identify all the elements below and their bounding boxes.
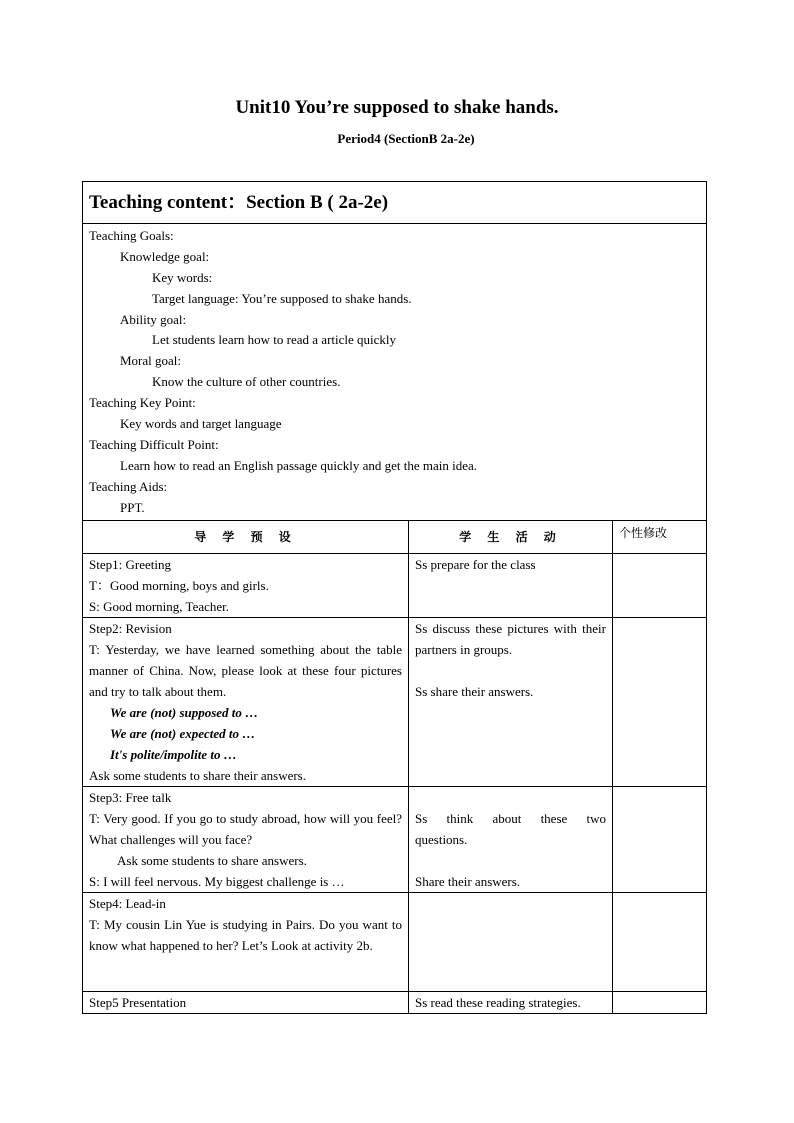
step2-guide-cell — [83, 618, 409, 787]
step3-title: Step3: Free talk — [89, 790, 172, 806]
step5-personal-cell — [613, 992, 707, 1014]
step1-guide-cell — [83, 554, 409, 618]
step5-title: Step5 Presentation — [89, 995, 187, 1011]
step2-title: Step2: Revision — [89, 621, 172, 637]
step3-ask-line: Ask some students to share answers. — [117, 853, 307, 869]
difficult-point-heading: Teaching Difficult Point: — [89, 436, 219, 452]
step2-teacher-text: T: Yesterday, we have learned something about the table manner of China. Now, please look at these four pictures and try to talk about them. — [89, 642, 402, 700]
step1-teacher-line: T：Good morning, boys and girls. — [89, 578, 269, 594]
step3-student-line: S: I will feel nervous. My biggest challenge is … — [89, 874, 345, 890]
step3-teacher-text: T: Very good. If you go to study abroad, how will you feel? What challenges will you face? — [89, 811, 402, 848]
step2-student-cell — [409, 618, 613, 787]
target-language-line: Target language: You’re supposed to shake hands. — [152, 290, 412, 306]
step3-row — [83, 787, 707, 893]
step4-row — [83, 893, 707, 992]
step1-student-cell — [409, 554, 613, 618]
ability-goal-heading: Ability goal: — [120, 311, 187, 327]
step2-pattern-supposed: We are (not) supposed to … — [110, 705, 259, 721]
step3-personal-cell — [613, 787, 707, 893]
step2-pattern-expected: We are (not) expected to … — [110, 726, 256, 742]
step5-student-cell — [409, 992, 613, 1014]
step2-row — [83, 618, 707, 787]
step5-student-activity: Ss read these reading strategies. — [415, 995, 581, 1011]
step3-student-cell — [409, 787, 613, 893]
step3-guide-cell — [83, 787, 409, 893]
step4-guide-cell — [83, 893, 409, 992]
step1-title: Step1: Greeting — [89, 557, 171, 573]
step4-teacher-text: T: My cousin Lin Yue is studying in Pairs. Do you want to know what happened to her? Let’s Look at activity 2b. — [89, 917, 402, 954]
key-point-text: Key words and target language — [120, 416, 282, 432]
lesson-plan-table — [82, 181, 707, 1014]
step1-student-line: S: Good morning, Teacher. — [89, 599, 230, 615]
teaching-goals-section — [83, 224, 707, 521]
step1-personal-cell — [613, 554, 707, 618]
step4-student-cell — [409, 893, 613, 992]
step5-guide-cell — [83, 992, 409, 1014]
step4-title: Step4: Lead-in — [89, 896, 166, 912]
moral-goal-heading: Moral goal: — [120, 353, 182, 369]
column-header-personal: 个性修改 — [613, 521, 707, 554]
teaching-aids-heading: Teaching Aids: — [89, 478, 168, 494]
document-title: Unit10 You’re supposed to shake hands. — [235, 97, 559, 118]
step4-personal-cell — [613, 893, 707, 992]
step2-student-discuss: Ss discuss these pictures with their partners in groups. — [415, 621, 606, 658]
step3-student-think: Ss think about these two — [415, 811, 606, 827]
knowledge-goal-heading: Knowledge goal: — [120, 248, 210, 264]
key-point-heading: Teaching Key Point: — [89, 395, 196, 411]
difficult-point-text: Learn how to read an English passage quickly and get the main idea. — [120, 457, 478, 473]
document-subtitle: Period4 (SectionB 2a-2e) — [337, 131, 475, 146]
step1-row — [83, 554, 707, 618]
teaching-goals-heading: Teaching Goals: — [89, 228, 174, 243]
step1-student-activity: Ss prepare for the class — [415, 557, 536, 573]
teaching-content-title: Teaching content：Section B ( 2a-2e) — [83, 182, 707, 224]
step2-ask-line: Ask some students to share their answers. — [89, 768, 306, 784]
key-words-label: Key words: — [152, 269, 213, 285]
step2-pattern-polite: It's polite/impolite to … — [110, 747, 237, 763]
moral-goal-text: Know the culture of other countries. — [152, 374, 341, 390]
step2-personal-cell — [613, 618, 707, 787]
step5-row — [83, 992, 707, 1014]
step3-student-questions: questions. — [415, 832, 468, 848]
column-header-guide: 导 学 预 设 — [83, 521, 409, 554]
step2-student-share: Ss share their answers. — [415, 684, 534, 700]
ability-goal-text: Let students learn how to read a article quickly — [152, 332, 397, 348]
teaching-aids-text: PPT. — [120, 499, 145, 515]
step3-student-share: Share their answers. — [415, 874, 521, 890]
column-header-student: 学 生 活 动 — [409, 521, 613, 554]
